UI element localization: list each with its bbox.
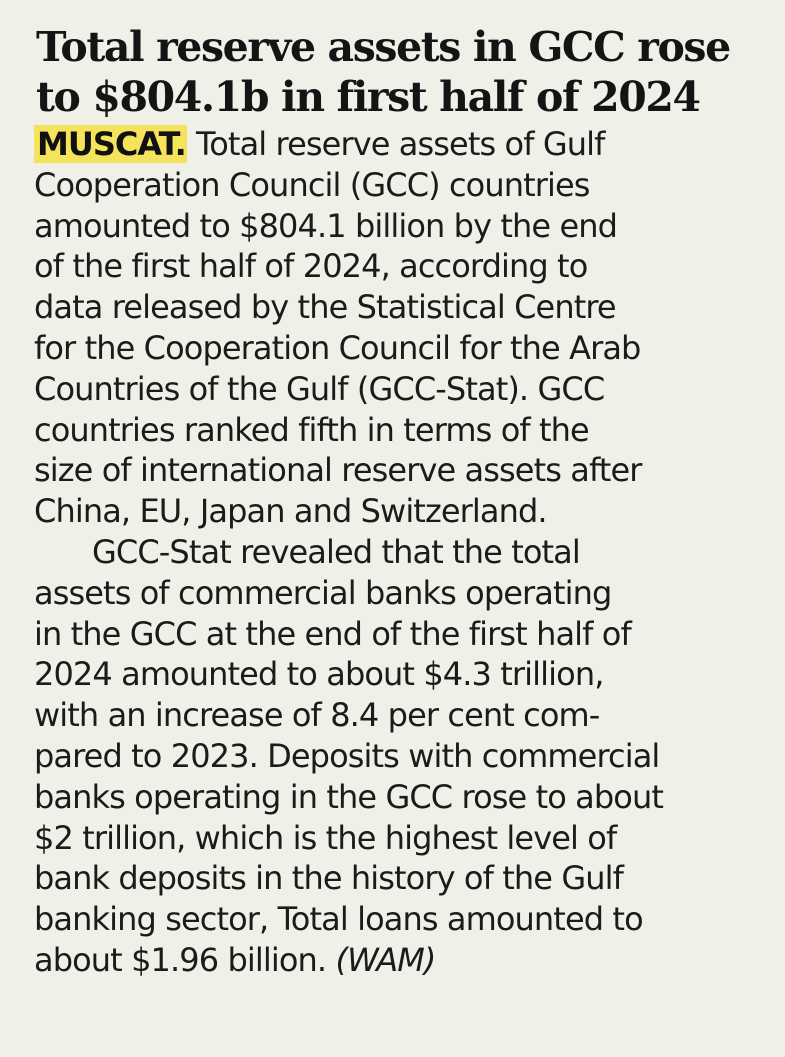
body-line: assets of commercial banks operating <box>34 573 612 612</box>
headline-line: Total reserve assets in GCC rose <box>36 23 730 71</box>
body-line <box>34 124 763 165</box>
body-line: countries ranked fifth in terms of the <box>34 410 589 449</box>
body-line-text: Total reserve assets of Gulf <box>196 125 605 163</box>
body-line: bank deposits in the history of the Gulf <box>34 859 623 898</box>
source-credit: (WAM) <box>335 940 436 979</box>
body-line: with an increase of 8.4 per cent com- <box>34 696 600 735</box>
body-line: 2024 amounted to about $4.3 trillion, <box>34 655 604 694</box>
body-line: for the Cooperation Council for the Arab <box>34 328 641 367</box>
dateline: MUSCAT. <box>34 125 187 163</box>
body-line: size of international reserve assets after <box>34 451 642 490</box>
headline-line: to $804.1b in first half of 2024 <box>36 73 700 121</box>
body-line: banks operating in the GCC rose to about <box>34 777 664 816</box>
body-line: pared to 2023. Deposits with commercial <box>34 736 660 775</box>
body-line: GCC-Stat revealed that the total <box>92 532 580 571</box>
body-line: banking sector, Total loans amounted to <box>34 900 643 939</box>
body-line: Cooperation Council (GCC) countries <box>34 165 590 204</box>
body-line <box>34 940 763 981</box>
body-line: of the first half of 2024, according to <box>34 247 588 286</box>
body-line: Countries of the Gulf (GCC-Stat). GCC <box>34 369 605 408</box>
article-body <box>34 124 763 981</box>
body-line-text: about $1.96 billion. <box>34 940 327 979</box>
body-line: amounted to $804.1 billion by the end <box>34 206 618 245</box>
body-line: $2 trillion, which is the highest level of <box>34 818 617 857</box>
body-line: in the GCC at the end of the first half of <box>34 614 631 653</box>
body-line: China, EU, Japan and Switzerland. <box>34 492 547 531</box>
body-line: data released by the Statistical Centre <box>34 288 616 327</box>
headline <box>34 22 763 122</box>
